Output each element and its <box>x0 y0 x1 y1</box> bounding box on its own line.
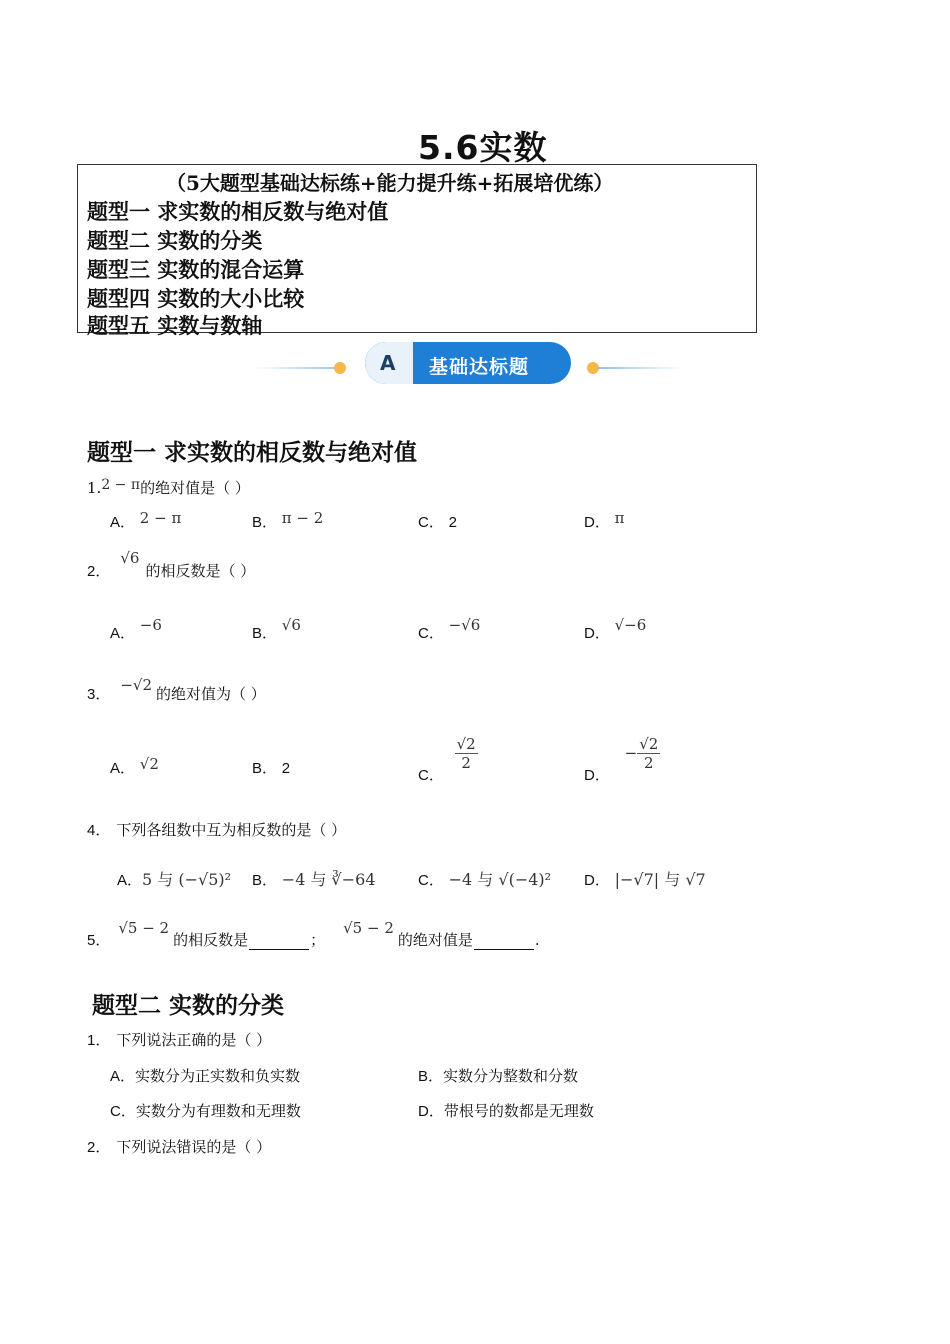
q4-option-c[interactable]: C． −4 与 √(−4)² <box>418 870 552 889</box>
q2-option-b[interactable]: B． √6 <box>252 616 301 642</box>
math-expr: √5 − 2 <box>343 919 394 937</box>
q3-option-b[interactable]: B． 2 <box>252 760 291 777</box>
math-fraction: $\frac{√2}{2}$ <box>639 735 659 772</box>
question-text: 下列说法正确的是（ ） <box>116 1031 272 1049</box>
math-expr: 2 <box>448 514 457 531</box>
question-number: 5． <box>87 932 111 949</box>
math-expr: √−6 <box>614 616 647 634</box>
math-expr: −4 与 ∛−64 <box>281 870 376 889</box>
question-text: 下列说法错误的是（ ） <box>116 1138 272 1156</box>
math-expr: 2 − π <box>101 477 141 493</box>
q4-option-b[interactable]: B． −4 与 ∛−64 <box>252 870 376 889</box>
q2-option-c[interactable]: C． −√6 <box>418 616 481 642</box>
question-number: 1. <box>87 479 102 497</box>
s2q1-option-b[interactable]: B．实数分为整数和分数 <box>418 1067 579 1085</box>
math-expr: −√2 <box>120 676 153 694</box>
q2-option-a[interactable]: A． −6 <box>110 616 162 642</box>
dot-left <box>334 362 346 374</box>
q1-option-c[interactable]: C． 2 <box>418 514 457 531</box>
math-expr: |−√7| 与 √7 <box>614 870 706 889</box>
answer-blank[interactable] <box>474 935 534 950</box>
question-4 <box>87 819 346 840</box>
question-number: 2． <box>87 1139 111 1156</box>
s2q1-option-c[interactable]: C．实数分为有理数和无理数 <box>110 1102 301 1120</box>
q4-option-d[interactable]: D． |−√7| 与 √7 <box>584 870 706 889</box>
s2q1-option-d[interactable]: D．带根号的数都是无理数 <box>418 1102 594 1120</box>
question-number: 4． <box>87 822 111 839</box>
question-2 <box>87 549 256 581</box>
page-title: 5.6实数 <box>418 128 548 167</box>
math-expr: √6 <box>281 616 301 634</box>
question-number: 1． <box>87 1032 111 1049</box>
question-5: 5．√5 − 2的相反数是 ；√5 − 2的绝对值是 . <box>87 919 540 949</box>
math-expr: 2 <box>281 760 291 777</box>
badge-label: 基础达标题 <box>429 356 530 378</box>
section-badge <box>365 342 571 384</box>
math-expr: √6 <box>120 549 140 567</box>
q1-option-d[interactable]: D． π <box>584 509 625 531</box>
toc-item-4: 题型四 实数的大小比较 <box>87 286 305 311</box>
question-1 <box>87 477 250 498</box>
toc-item-1: 题型一 求实数的相反数与绝对值 <box>87 199 389 224</box>
divider-left <box>255 367 345 369</box>
toc-subtitle: （5大题型基础达标练+能力提升练+拓展培优练） <box>166 171 614 195</box>
answer-blank[interactable] <box>249 935 309 950</box>
question-number: 2． <box>87 563 111 580</box>
math-expr: 2 − π <box>139 509 182 527</box>
q4-option-a[interactable]: A．5 与 (−√5)² <box>117 870 232 889</box>
question-2-2 <box>87 1136 271 1157</box>
section-heading-1: 题型一 求实数的相反数与绝对值 <box>87 440 418 466</box>
badge-letter: A <box>380 351 396 375</box>
divider-right <box>598 367 683 369</box>
toc-item-5: 题型五 实数与数轴 <box>87 313 263 338</box>
question-3 <box>87 676 266 704</box>
s2q1-option-a[interactable]: A．实数分为正实数和负实数 <box>110 1067 301 1085</box>
question-number: 3． <box>87 686 111 703</box>
math-expr: 5 与 (−√5)² <box>142 870 232 889</box>
math-expr: −6 <box>139 616 162 634</box>
question-text: 下列各组数中互为相反数的是（ ） <box>116 821 347 839</box>
q2-option-d[interactable]: D． √−6 <box>584 616 647 642</box>
math-expr: π <box>614 509 625 527</box>
question-2-1 <box>87 1029 271 1050</box>
q3-option-d[interactable]: D． − $\frac{√2}{2}$ <box>584 735 659 784</box>
section-heading-2: 题型二 实数的分类 <box>92 993 285 1019</box>
math-expr: π − 2 <box>281 509 324 527</box>
math-expr: −4 与 √(−4)² <box>448 870 552 889</box>
question-text: 的相反数是（ ） <box>145 562 256 580</box>
math-expr: √5 − 2 <box>118 919 170 937</box>
math-fraction: $\frac{√2}{2}$ <box>456 735 476 772</box>
q3-option-c[interactable]: C． $\frac{√2}{2}$ <box>418 735 476 784</box>
toc-item-2: 题型二 实数的分类 <box>87 228 263 253</box>
toc-item-3: 题型三 实数的混合运算 <box>87 257 305 282</box>
question-text: 的绝对值为（ ） <box>156 685 266 703</box>
math-expr: −√6 <box>448 616 481 634</box>
question-text: 的绝对值是（ ） <box>140 479 250 497</box>
q1-option-a[interactable]: A． 2 − π <box>110 509 182 531</box>
q1-option-b[interactable]: B． π − 2 <box>252 509 324 531</box>
math-expr: √2 <box>139 755 159 773</box>
q3-option-a[interactable]: A． √2 <box>110 755 159 777</box>
